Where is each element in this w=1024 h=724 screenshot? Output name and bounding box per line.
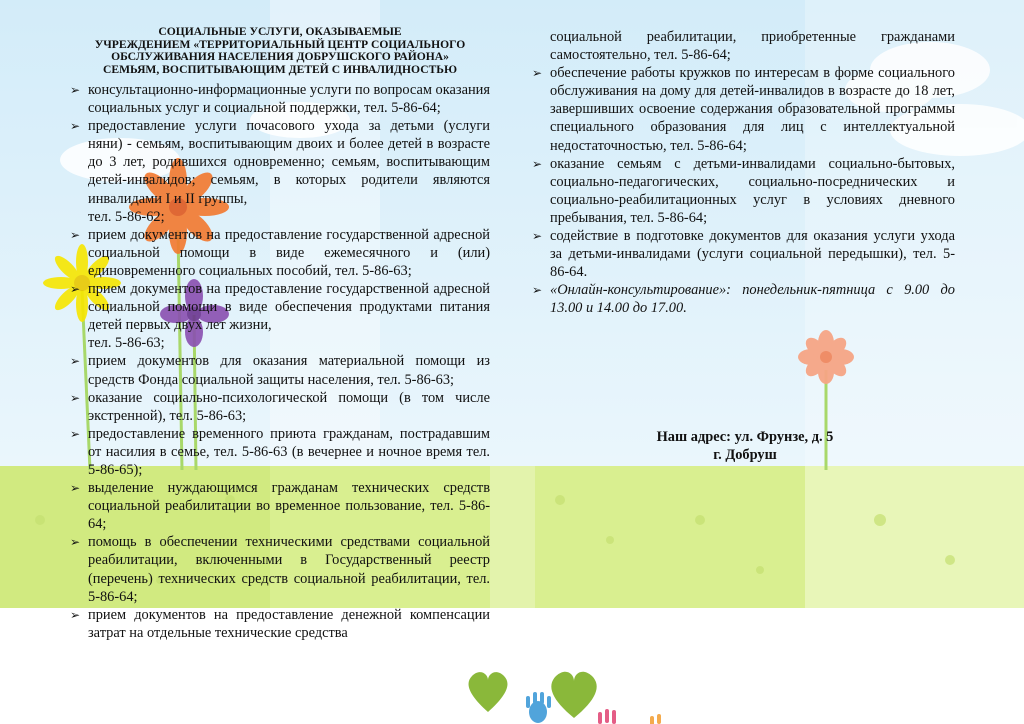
arrow-bullet-icon: ➢	[70, 481, 81, 496]
list-item: ➢ выделение нуждающимся гражданам технических средств социальной реабилитации во временное пользование, тел. 5-86-64;	[70, 480, 490, 533]
list-item: ➢ консультационно-информационные услуги по вопросам оказания социальных услуг и социальной поддержки, тел. 5-86-64;	[70, 82, 491, 117]
arrow-bullet-icon: ➢	[70, 119, 81, 134]
right-column	[532, 28, 955, 318]
list-item-phone: тел. 5-86-62;	[88, 208, 165, 225]
list-item: ➢ обеспечение работы кружков по интересам в форме социального обслуживания на дому для детей-инвалидов в возрасте до 18 лет, завершивших освоение содержания образовательной программы специального образования для лиц с интеллектуальной недостаточностью, тел. 5-86-64;	[532, 65, 955, 154]
heading-line: СЕМЬЯМ, ВОСПИТЫВАЮЩИМ ДЕТЕЙ С ИНВАЛИДНОСТЬЮ	[102, 62, 458, 76]
arrow-bullet-icon: ➢	[70, 607, 81, 622]
heading-line: УЧРЕЖДЕНИЕМ «ТЕРРИТОРИАЛЬНЫЙ ЦЕНТР СОЦИАЛЬНОГО	[94, 37, 466, 51]
list-item: ➢ прием документов на предоставление денежной компенсации затрат на отдельные технические средства	[70, 606, 490, 641]
services-heading	[70, 26, 490, 76]
list-item: ➢ оказание социально-психологической помощи (в том числе экстренной), тел. 5-86-63;	[70, 389, 490, 424]
arrow-bullet-icon: ➢	[532, 66, 543, 81]
list-item-online: ➢ «Онлайн-консультирование»: понедельник-пятница с 9.00 до 13.00 и 14.00 до 17.00.	[532, 282, 955, 317]
arrow-bullet-icon: ➢	[70, 227, 81, 242]
list-item: ➢ прием документов для оказания материальной помощи из средств Фонда социальной защиты населения, тел. 5-86-63;	[70, 353, 490, 388]
list-item: ➢ прием документов на предоставление государственной адресной социальной помощи в виде обеспечения продуктами питания детей первых двух лет жизни,	[70, 281, 490, 334]
list-item: ➢ содействие в подготовке документов для оказания услуги ухода за детьми-инвалидами (услуги социальной передышки), тел. 5-86-64.	[532, 228, 955, 281]
arrow-bullet-icon: ➢	[532, 229, 543, 244]
arrow-bullet-icon: ➢	[70, 390, 81, 405]
arrow-bullet-icon: ➢	[70, 354, 81, 369]
left-column	[70, 26, 490, 642]
services-list-continued	[532, 64, 955, 317]
hand-print-icon	[526, 692, 551, 723]
arrow-bullet-icon: ➢	[70, 83, 81, 97]
arrow-bullet-icon: ➢	[532, 156, 543, 171]
list-item-phone: тел. 5-86-63;	[88, 335, 165, 352]
list-item: ➢ оказание семьям с детьми-инвалидами социально-бытовых, социально-педагогических, социально-посреднических и социально-реабилитационных услуг в условиях дневного пребывания, тел. 5-86-64;	[532, 155, 955, 226]
list-item: ➢ прием документов на предоставление государственной адресной социальной помощи в виде ежемесячного и (или) единовременного социальных пособий, тел. 5-86-63;	[70, 226, 490, 279]
arrow-bullet-icon: ➢	[70, 426, 81, 441]
continuation-text: социальной реабилитации, приобретенные гражданами самостоятельно, тел. 5-86-64;	[550, 29, 955, 64]
services-list	[70, 81, 490, 642]
address-city: г. Добруш	[713, 447, 777, 463]
list-item: ➢ помощь в обеспечении техническими средствами социальной реабилитации, включенными в Государственный реестр (перечень) технических средств социальной реабилитации, тел. 5-86-64;	[70, 534, 490, 605]
address-block	[620, 428, 870, 464]
heading-line: ОБСЛУЖИВАНИЯ НАСЕЛЕНИЯ ДОБРУШСКОГО РАЙОНА»	[111, 50, 449, 63]
arrow-bullet-icon: ➢	[70, 282, 81, 297]
arrow-bullet-icon: ➢	[70, 535, 81, 550]
arrow-bullet-icon: ➢	[532, 283, 543, 298]
heading-line: СОЦИАЛЬНЫЕ УСЛУГИ, ОКАЗЫВАЕМЫЕ	[158, 25, 402, 38]
list-item: ➢ предоставление услуги почасового ухода за детьми (услуги няни) - семьям, воспитывающим двоих и более детей в возрасте до 3 лет, родившихся одновременно; семьям, воспитывающим детей-инвалидов; семьям, в которых родители являются инвалидами I и II группы,	[70, 118, 490, 207]
list-item: ➢ предоставление временного приюта гражданам, пострадавшим от насилия в семье, тел. 5-86-63 (в вечернее и ночное время тел. 5-86-65);	[70, 425, 490, 478]
orange-hand-print-icon	[650, 714, 661, 724]
pink-hand-print-icon	[598, 709, 616, 724]
address-street: Наш адрес: ул. Фрунзе, д. 5	[656, 429, 834, 445]
